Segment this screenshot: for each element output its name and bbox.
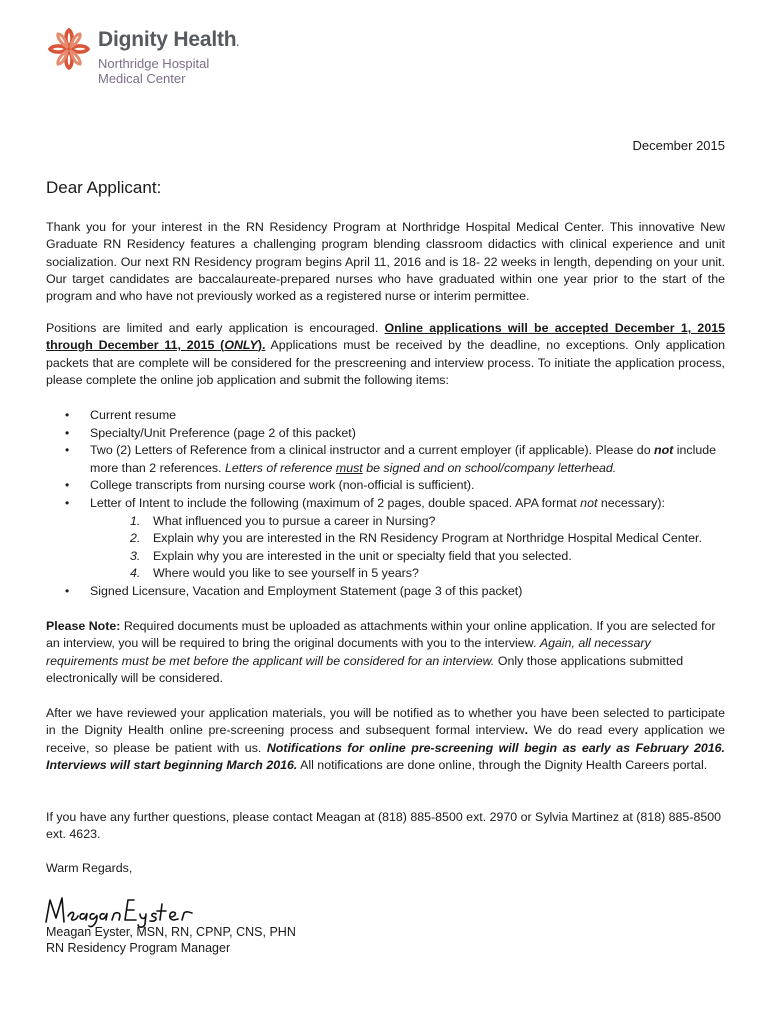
list-item: • Specialty/Unit Preference (page 2 of this packet)	[65, 425, 356, 440]
list-item: 4. Where would you like to see yourself in 5 years?	[130, 566, 419, 581]
list-item: • Signed Licensure, Vacation and Employment Statement (page 3 of this packet)	[65, 583, 523, 598]
signer-name: Meagan Eyster, MSN, RN, CPNP, CNS, PHN	[46, 925, 296, 939]
dignity-health-logo-icon	[46, 26, 92, 72]
required-items-list	[46, 407, 725, 601]
handwritten-signature	[42, 890, 202, 930]
contact-paragraph: If you have any further questions, please contact Meagan at (818) 885-8500 ext. 2970 or Sylvia Martinez at (818) 885-8500 ext. 4623.	[46, 810, 722, 842]
salutation: Dear Applicant:	[46, 178, 162, 197]
review-paragraph: After we have reviewed your application materials, you will be notified as to whether you have been selected to participate in the Dignity Health online pre-screening process and subsequent formal interview. We do read every application we receive, so please be patient with us. Notifications for online pre-screening will begin as early as February 2016. Interviews will start beginning March 2016. All notifications are done online, through the Dignity Health Careers portal.	[46, 706, 725, 772]
list-item: • Current resume	[65, 408, 177, 422]
list-item: • College transcripts from nursing course work (non-official is sufficient).	[65, 478, 475, 493]
facility-name-line2: Medical Center	[98, 71, 186, 86]
application-paragraph: Positions are limited and early application is encouraged. Online applications will be accepted December 1, 2015 through December 11, 2015 (ONLY). Applications must be received by the deadline, no exceptions. Only application packets that are complete will be considered for the prescreening and interview process. To initiate the application process, please complete the online job application and submit the following items:	[46, 321, 726, 387]
intro-paragraph: Thank you for your interest in the RN Residency Program at Northridge Hospital Medical Center. This innovative New Graduate RN Residency features a challenging program blending classroom didactics with clinical experience and unit socialization. Our next RN Residency program begins April 11, 2016 and is 18- 22 weeks in length, depending on your unit. Our target candidates are baccalaureate-prepared nurses who have graduated within one year prior to the start of the program and who have not previously worked as a registered nurse or interim permittee.	[46, 220, 725, 304]
org-name: Dignity Health.	[98, 28, 239, 51]
list-item: 2. Explain why you are interested in the RN Residency Program at Northridge Hospital Medical Center.	[130, 531, 702, 546]
list-item: 1. What influenced you to pursue a career in Nursing?	[130, 513, 436, 528]
letterhead-logo	[46, 26, 276, 90]
list-item: 3. Explain why you are interested in the unit or specialty field that you selected.	[130, 548, 572, 563]
letter-of-intent-questions	[90, 513, 725, 583]
list-item: • Letter of Intent to include the following (maximum of 2 pages, double spaced. APA format not necessary): 1. What influenced you to pursue a career in Nursing? 2. Explain why you are interested in the RN Residency Program at Northridge Hospital Medical Center. 3. Explain why you are interested in the unit or specialty field that you selected. 4. Where would you like to see yourself in 5 years?	[46, 495, 725, 583]
list-item: • Two (2) Letters of Reference from a clinical instructor and a current employer (if applicable). Please do not include more than 2 references. Letters of reference must be signed and on school/company letterhead.	[65, 443, 717, 475]
application-dates: Online applications will be accepted December 1, 2015 through December 11, 2015 (ONLY).	[46, 321, 725, 353]
signer-title: RN Residency Program Manager	[46, 941, 231, 955]
closing: Warm Regards,	[46, 861, 133, 875]
letter-date: December 2015	[632, 138, 725, 153]
please-note-paragraph: Please Note: Required documents must be uploaded as attachments within your online application. If you are selected for an interview, you will be required to bring the original documents with you to the interview. Again, all necessary requirements must be met before the applicant will be considered for an interview. Only those applications submitted electronically will be considered.	[46, 619, 716, 685]
facility-name-line1: Northridge Hospital	[98, 56, 210, 71]
